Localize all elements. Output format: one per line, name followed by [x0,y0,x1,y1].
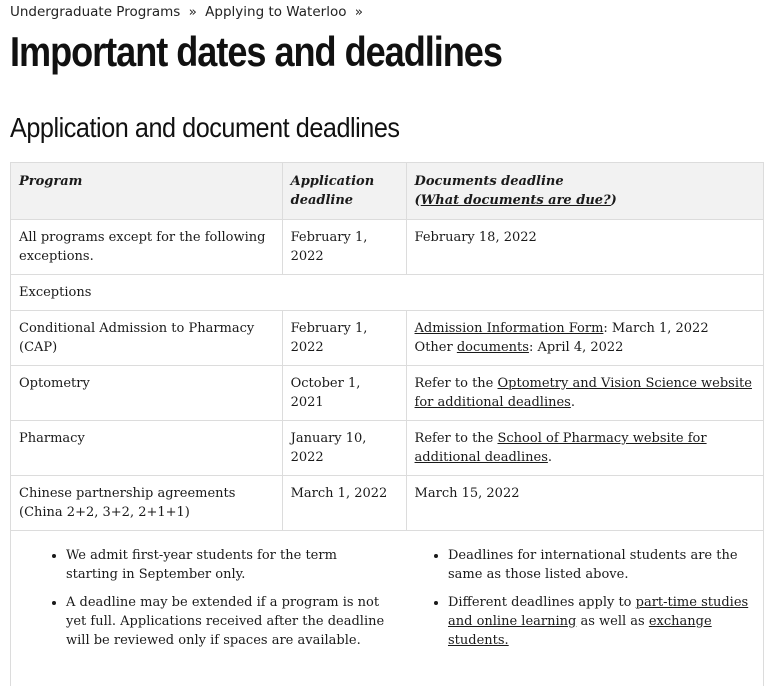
cell-program: All programs except for the following exceptions. [11,220,283,275]
cell-program: Optometry [11,366,283,421]
admission-information-form-link[interactable]: Admission Information Form [414,321,604,336]
header-program: Program [11,163,283,220]
cell-documents-deadline: March 15, 2022 [406,476,763,531]
breadcrumb-separator: » [354,4,364,20]
cell-documents-deadline [406,311,763,366]
part-time-online-learning-link[interactable]: part-time studies and online learning [448,595,749,629]
documents-link[interactable]: documents [456,340,529,355]
cell-application-deadline: February 1, 2022 [282,220,406,275]
deadlines-table [10,162,764,531]
header-application-line1: Application [290,174,375,189]
header-documents-line1: Documents deadline [414,174,564,189]
note-middle: as well as [576,614,649,629]
cell-documents-deadline [406,421,763,476]
exchange-students-link[interactable]: exchange students. [448,614,712,648]
table-row-exceptions [11,275,764,311]
pharmacy-website-link[interactable]: School of Pharmacy website for additional deadlines [414,431,707,465]
table-row-all-programs [11,220,764,275]
notes-panel [10,528,764,686]
cell-program: Pharmacy [11,421,283,476]
list-item: • Deadlines for international students are the same as those listed above. [448,546,764,584]
exceptions-label: Exceptions [11,275,764,311]
cell-documents-deadline: February 18, 2022 [406,220,763,275]
list-item: • We admit first-year students for the term starting in September only. [66,546,386,584]
table-row-pharmacy [11,421,764,476]
optometry-refer-prefix: Refer to the [414,376,498,391]
cell-application-deadline: February 1, 2022 [282,311,406,366]
cap-other-prefix: Other [414,340,457,355]
list-item: • A deadline may be extended if a program is not yet full. Applications received after the deadline will be reviewed only if spaces are available. [66,593,386,650]
optometry-website-link[interactable]: Optometry and Vision Science website for additional deadlines [414,376,752,410]
breadcrumb-separator: » [188,4,197,20]
section-title: Application and document deadlines [10,112,400,143]
breadcrumb-link-undergraduate-programs[interactable]: Undergraduate Programs [10,4,181,20]
table-row-cap [11,311,764,366]
cap-documents-date: : April 4, 2022 [528,340,624,355]
header-documents-deadline: Documents deadline (What documents are due?) [406,163,763,220]
pharmacy-period: . [547,450,553,465]
header-application-line2: deadline [290,193,354,208]
notes-list-right [428,546,764,659]
note-prefix: Different deadlines apply to [448,595,636,610]
cell-application-deadline: January 10, 2022 [282,421,406,476]
table-row-optometry [11,366,764,421]
header-application-deadline [282,163,406,220]
table-header-row [11,163,764,220]
cell-program: Chinese partnership agreements (China 2+2, 3+2, 2+1+1) [11,476,283,531]
breadcrumb-link-applying-to-waterloo[interactable]: Applying to Waterloo [205,4,347,20]
pharmacy-refer-prefix: Refer to the [414,431,498,446]
optometry-period: . [570,395,575,410]
cell-program: Conditional Admission to Pharmacy (CAP) [11,311,283,366]
breadcrumb [10,4,367,20]
list-item [448,593,764,650]
cell-application-deadline: October 1, 2021 [282,366,406,421]
table-row-chinese-partnership [11,476,764,531]
cap-form-date: : March 1, 2022 [603,321,709,336]
cell-documents-deadline [406,366,763,421]
notes-list-left [46,546,386,659]
what-documents-due-link[interactable]: What documents are due? [420,193,611,208]
cell-application-deadline: March 1, 2022 [282,476,406,531]
page-title: Important dates and deadlines [10,28,502,75]
